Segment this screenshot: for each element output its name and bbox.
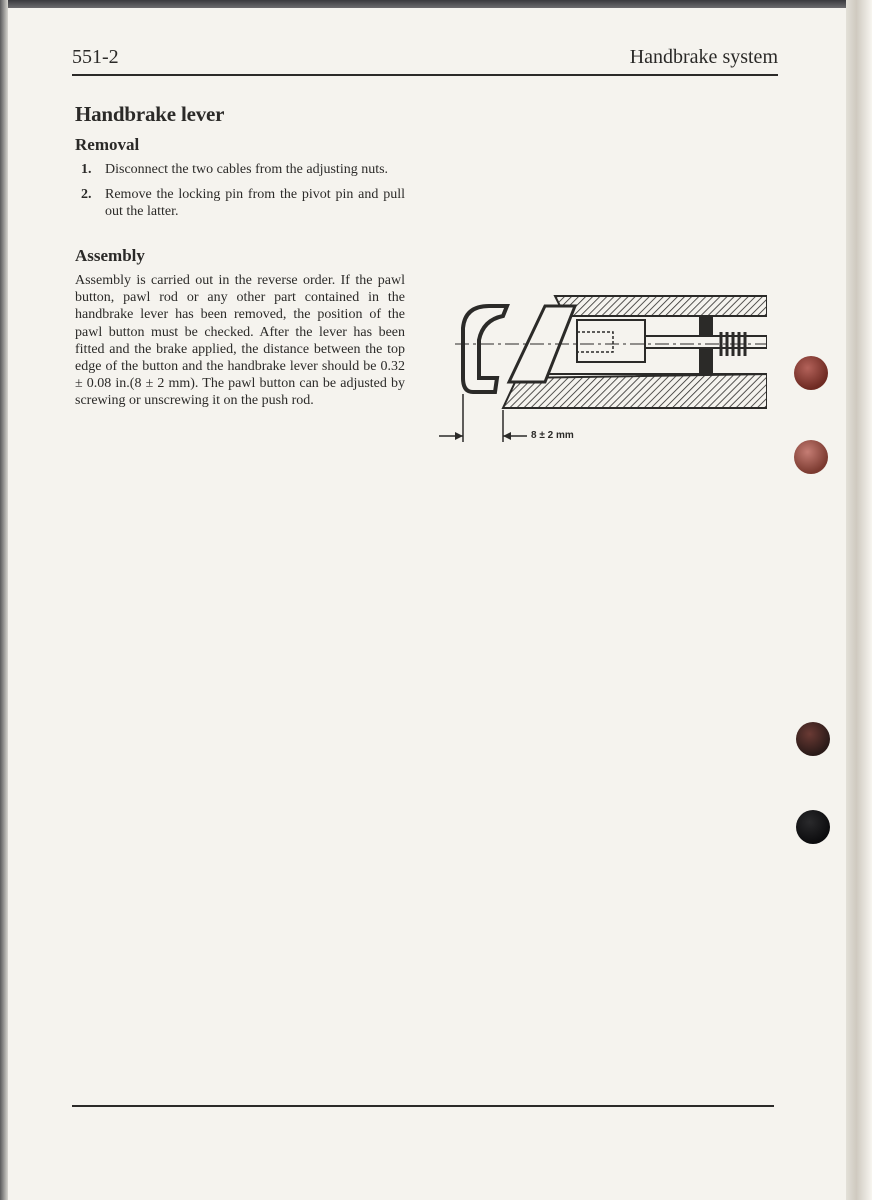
pawl-button-drawing: [437, 282, 767, 452]
page-edge-left: [0, 0, 8, 1200]
pawl-button-diagram: [437, 282, 767, 452]
removal-steps: [75, 161, 405, 220]
text-column: [75, 102, 405, 410]
header-rule: [72, 74, 778, 76]
page-edge-right: [846, 0, 872, 1200]
punch-hole: [794, 440, 828, 474]
dimension-label: 8 ± 2 mm: [531, 430, 574, 441]
page-edge-top: [0, 0, 872, 8]
footer-rule: [72, 1105, 774, 1107]
page-number: 551-2: [72, 46, 119, 68]
punch-hole: [796, 810, 830, 844]
step-text: Remove the locking pin from the pivot pin and pull out the latter.: [105, 187, 405, 219]
pin-block: [577, 320, 645, 362]
page-title: Handbrake lever: [75, 102, 225, 126]
removal-heading: Removal: [75, 135, 140, 154]
assembly-paragraph: Assembly is carried out in the reverse order. If the pawl button, pawl rod or any other part contained in the handbrake lever has been removed, the position of the pawl button must be checked. After the lever has been fitted and the brake applied, the distance between the top edge of the button and the handbrake lever should be 0.32 ± 0.08 in.(8 ± 2 mm). The pawl button can be adjusted by screwing or unscrewing it on the push rod.: [75, 273, 405, 409]
step-text: Disconnect the two cables from the adjusting nuts.: [105, 162, 389, 177]
step-number: 1.: [81, 162, 92, 177]
section-title: Handbrake system: [629, 46, 778, 68]
punch-hole: [794, 356, 828, 390]
punch-hole: [796, 722, 830, 756]
step-number: 2.: [81, 187, 92, 202]
push-rod: [645, 336, 767, 348]
list-item: [75, 186, 405, 220]
list-item: [75, 161, 405, 178]
page-header: [72, 46, 778, 74]
assembly-heading: Assembly: [75, 246, 145, 265]
lever-tube-upper-wall: [555, 296, 767, 316]
pawl-button: [463, 306, 507, 392]
